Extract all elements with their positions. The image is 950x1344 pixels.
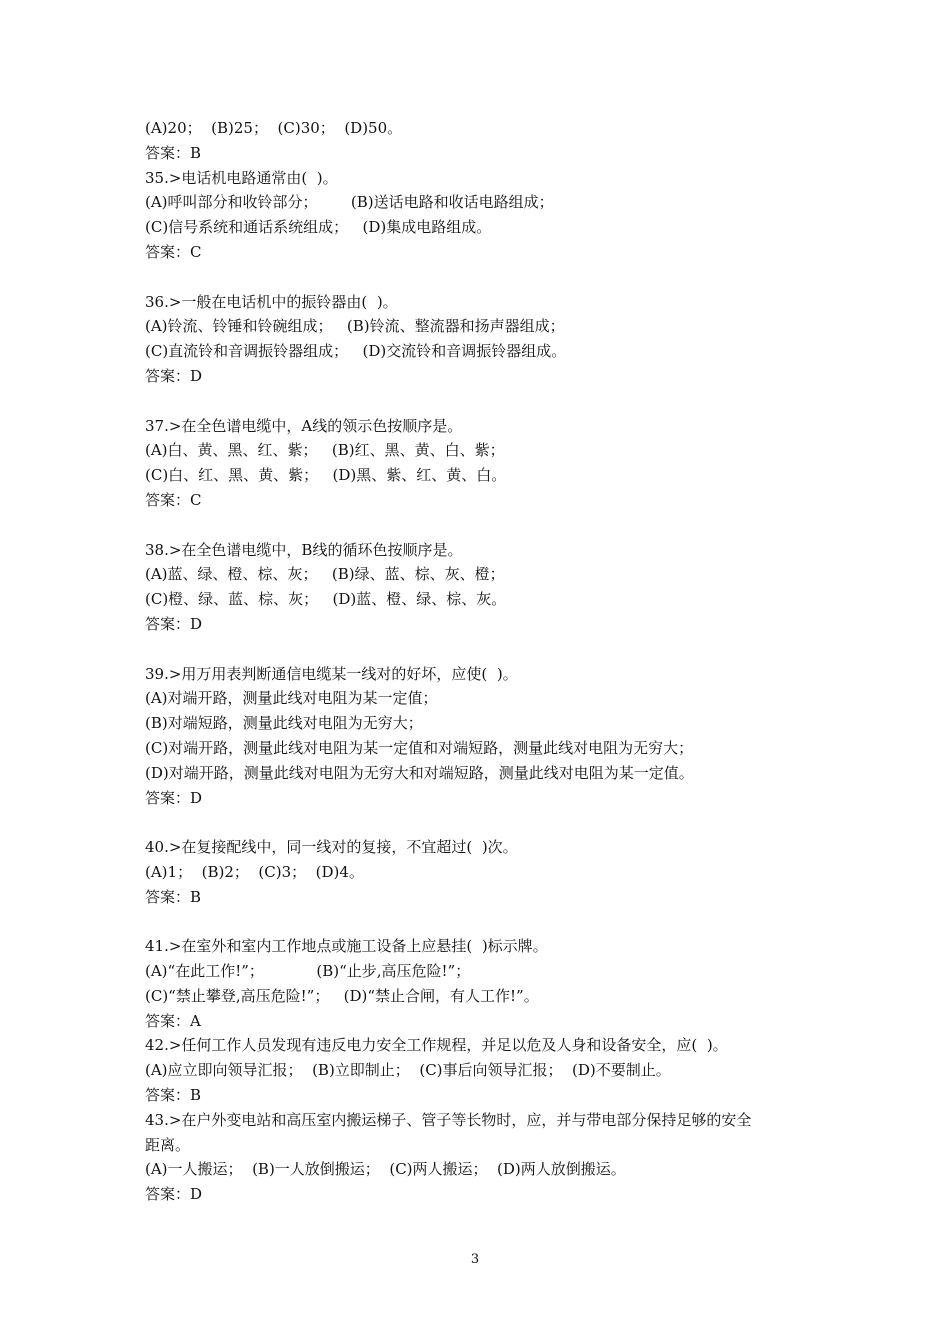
text-line: (A)蓝、绿、橙、棕、灰； (B)绿、蓝、棕、灰、橙；: [145, 565, 505, 584]
text-line: 距离。: [145, 1135, 191, 1154]
text-line: (A)“在此工作!”； (B)“止步,高压危险!”；: [145, 962, 471, 981]
text-line: 42.>任何工作人员发现有违反电力安全工作规程，并足以危及人身和设备安全，应( )。: [145, 1036, 728, 1055]
text-line: (C)对端开路，测量此线对电阻为某一定值和对端短路，测量此线对电阻为无穷大；: [145, 738, 694, 757]
text-line: (A)铃流、铃锤和铃碗组成； (B)铃流、整流器和扬声器组成；: [145, 317, 565, 336]
text-line: (A)应立即向领导汇报； (B)立即制止； (C)事后向领导汇报； (D)不要制止。: [145, 1061, 671, 1080]
blank-line: [145, 265, 825, 290]
blank-line: [145, 513, 825, 538]
text-line: (C)橙、绿、蓝、棕、灰； (D)蓝、橙、绿、棕、灰。: [145, 590, 507, 609]
text-line: 37.>在全色谱电缆中，A线的领示色按顺序是。: [145, 416, 463, 435]
blank-line: [145, 810, 825, 835]
text-line: (A)白、黄、黑、红、紫； (B)红、黑、黄、白、紫；: [145, 441, 505, 460]
blank-line: [145, 389, 825, 414]
answer-line: 答案：D: [145, 614, 203, 633]
answer-line: 答案：A: [145, 1011, 201, 1030]
text-line: 39.>用万用表判断通信电缆某一线对的好坏，应使( )。: [145, 664, 518, 683]
answer-line: 答案：C: [145, 490, 202, 509]
text-line: 35.>电话机电路通常由( )。: [145, 168, 338, 187]
text-line: (A)一人搬运； (B)一人放倒搬运； (C)两人搬运； (D)两人放倒搬运。: [145, 1160, 626, 1179]
text-line: 38.>在全色谱电缆中，B线的循环色按顺序是。: [145, 540, 463, 559]
text-line: 36.>一般在电话机中的振铃器由( )。: [145, 292, 398, 311]
text-line: (C)信号系统和通话系统组成； (D)集成电路组成。: [145, 218, 492, 237]
answer-line: 答案：B: [145, 143, 202, 162]
text-line: (A)1； (B)2； (C)3； (D)4。: [145, 862, 364, 881]
text-line: (C)“禁止攀登,高压危险!”； (D)“禁止合闸，有人工作!”。: [145, 986, 539, 1005]
text-line: (A)20； (B)25； (C)30； (D)50。: [145, 119, 403, 137]
text-line: 43.>在户外变电站和高压室内搬运梯子、管子等长物时，应，并与带电部分保持足够的安全: [145, 1110, 752, 1129]
answer-line: 答案：D: [145, 788, 203, 807]
answer-line: 答案：B: [145, 1086, 202, 1105]
text-line: (B)对端短路，测量此线对电阻为无穷大；: [145, 714, 423, 733]
blank-line: [145, 910, 825, 935]
text-line: 40.>在复接配线中，同一线对的复接，不宜超过( )次。: [145, 838, 518, 857]
text-line: (D)对端开路，测量此线对电阻为无穷大和对端短路，测量此线对电阻为某一定值。: [145, 763, 694, 782]
answer-line: 答案：C: [145, 242, 202, 261]
answer-line: 答案：D: [145, 1185, 203, 1204]
page-number: 3: [470, 1252, 480, 1267]
text-line: (A)呼叫部分和收铃部分； (B)送话电路和收话电路组成；: [145, 193, 554, 212]
answer-line: 答案：D: [145, 366, 203, 385]
text-line: (A)对端开路，测量此线对电阻为某一定值；: [145, 689, 438, 708]
answer-line: 答案：B: [145, 887, 202, 906]
document-body: [145, 116, 825, 1207]
text-line: 41.>在室外和室内工作地点或施工设备上应悬挂( )标示牌。: [145, 937, 548, 956]
text-line: (C)直流铃和音调振铃器组成； (D)交流铃和音调振铃器组成。: [145, 342, 567, 361]
blank-line: [145, 637, 825, 662]
text-line: (C)白、红、黑、黄、紫； (D)黑、紫、红、黄、白。: [145, 466, 507, 485]
